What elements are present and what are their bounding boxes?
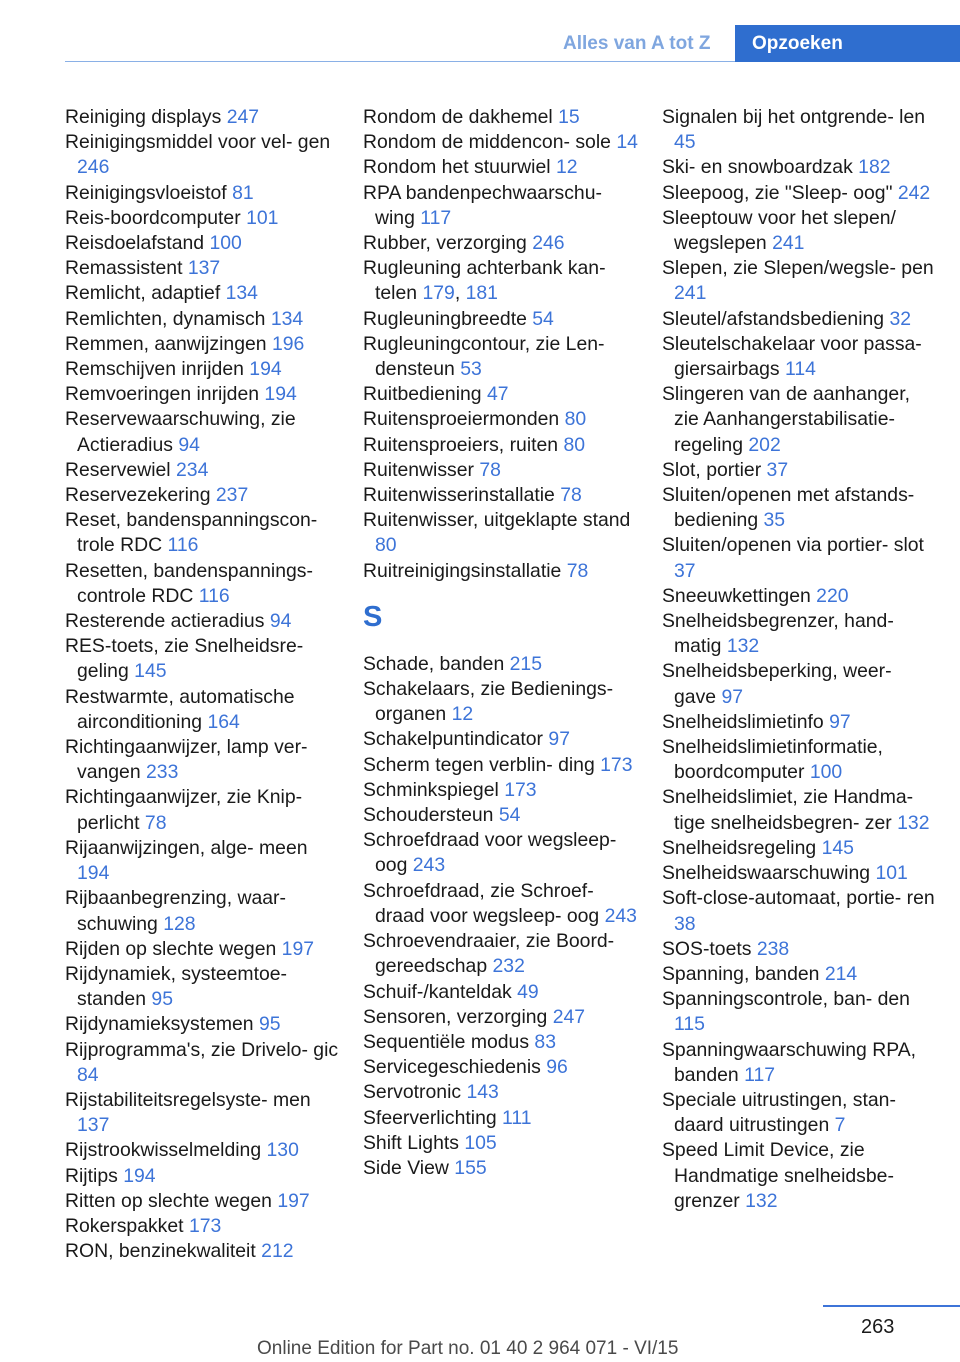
index-entry: [662, 1038, 937, 1088]
entry-term: Ruitreinigingsinstallatie: [363, 559, 562, 582]
page-reference-link[interactable]: 194: [123, 1164, 156, 1187]
entry-term: Reset, bandenspanningscon‐ trole RDC: [65, 509, 318, 557]
page-reference-link[interactable]: 101: [875, 862, 908, 885]
entry-term: Spanningwaarschuwing RPA, banden: [662, 1038, 917, 1086]
entry-term: Sfeerverlichting: [363, 1106, 497, 1129]
entry-term: Schroefdraad, zie Schroef‐ draad voor wegsleep‐ oog: [363, 879, 600, 927]
entry-term: RON, benzinekwaliteit: [65, 1240, 256, 1263]
entry-term: Reservewiel: [65, 458, 171, 481]
page-reference-link[interactable]: 246: [532, 232, 565, 255]
index-entry: [662, 584, 937, 609]
entry-term: Reisdoelafstand: [65, 232, 205, 255]
entry-term: Ritten op slechte wegen: [65, 1189, 272, 1212]
index-entry: [363, 433, 638, 458]
index-column-2: [363, 105, 638, 1181]
index-entry: [662, 155, 937, 180]
tab-opzoeken[interactable]: Opzoeken: [735, 25, 960, 62]
page-number: 263: [861, 1316, 895, 1338]
entry-term: Rondom de middencon‐ sole: [363, 131, 611, 154]
entry-term: Ski- en snowboardzak: [662, 156, 853, 179]
entry-term: Schoudersteun: [363, 804, 494, 827]
index-entry: [662, 483, 937, 533]
entry-term: Schminkspiegel: [363, 778, 499, 801]
footer-divider: [823, 1305, 960, 1307]
index-entry: [65, 307, 340, 332]
index-entry: [363, 332, 638, 382]
entry-term: Schuif-/kanteldak: [363, 980, 512, 1003]
entry-term: Resetten, bandenspannings‐ controle RDC: [65, 559, 313, 607]
page-reference-link[interactable]: 137: [77, 1114, 110, 1137]
entry-term: Ruitensproeiers, ruiten: [363, 433, 559, 456]
entry-term: Slot, portier: [662, 458, 762, 481]
page-reference-link[interactable]: 214: [824, 962, 858, 985]
entry-term: Signalen bij het ontgrende‐ len: [662, 106, 926, 128]
entry-term: Rijdynamiek, systeemtoe‐ standen: [65, 962, 287, 1011]
page-reference-link[interactable]: 53: [460, 358, 482, 381]
page-reference-link[interactable]: 7: [834, 1114, 846, 1137]
entry-term: RPA bandenpechwaarschu‐ wing: [363, 181, 602, 229]
page-reference-link[interactable]: 115: [674, 1013, 705, 1036]
index-entry: [65, 256, 340, 281]
index-entry: [65, 634, 340, 684]
page-reference-link[interactable]: 35: [763, 509, 786, 532]
index-entry: [363, 1080, 638, 1105]
page-reference-link[interactable]: 145: [821, 836, 854, 859]
page-reference-link[interactable]: 173: [600, 753, 633, 776]
entry-term: Snelheidslimietinformatie, boordcomputer: [662, 736, 883, 784]
page-reference-link[interactable]: 100: [209, 232, 242, 255]
entry-term: Sensoren, verzorging: [363, 1005, 548, 1028]
index-entry: [662, 987, 937, 1037]
index-entry: [65, 357, 340, 382]
entry-term: Sneeuwkettingen: [662, 584, 811, 607]
index-entry: [363, 130, 638, 155]
entry-term: Reis-boordcomputer: [65, 206, 241, 229]
index-entry: [363, 879, 638, 929]
page-reference-link[interactable]: 78: [479, 458, 501, 481]
entry-term: Spanningscontrole, ban‐ den: [662, 988, 910, 1011]
page-reference-link[interactable]: 95: [151, 988, 173, 1011]
page-reference-link[interactable]: 32: [889, 307, 912, 330]
index-entry: [363, 458, 638, 483]
page-reference-link[interactable]: 233: [146, 761, 179, 784]
entry-term: Rugleuningbreedte: [363, 307, 527, 330]
entry-term: RES-toets, zie Snelheidsre‐ geling: [65, 635, 304, 683]
index-entry: [662, 886, 937, 936]
entry-term: Speed Limit Device, zie Handmatige snelheidsbe‐ grenzer: [662, 1139, 894, 1212]
page-reference-link[interactable]: 155: [454, 1156, 487, 1179]
index-entry: [65, 458, 340, 483]
index-entry: [65, 1012, 340, 1037]
entry-term: Sleutelschakelaar voor passa‐ giersairbags: [662, 332, 922, 381]
entry-term: Scherm tegen verblin‐ ding: [363, 753, 595, 776]
entry-term: Speciale uitrustingen, stan‐ daard uitrustingen: [662, 1088, 896, 1137]
entry-term: Remmen, aanwijzingen: [65, 332, 267, 355]
page-reference-link[interactable]: 197: [277, 1189, 310, 1212]
index-entry: [363, 1156, 638, 1181]
page-reference-link[interactable]: 80: [564, 408, 587, 431]
entry-term: Sleutel/afstandsbediening: [662, 307, 885, 330]
page-reference-link[interactable]: 246: [77, 156, 110, 179]
index-entry: [363, 382, 638, 407]
entry-term: Reservewaarschuwing, zie Actieradius: [65, 408, 296, 456]
entry-term: Remvoeringen inrijden: [65, 383, 260, 406]
index-entry: [662, 533, 937, 583]
index-entry: [363, 407, 638, 432]
index-entry: [65, 735, 340, 785]
index-entry: [65, 508, 340, 558]
page-reference-link[interactable]: 94: [269, 610, 292, 633]
entry-term: Servicegeschiedenis: [363, 1056, 541, 1079]
index-entry: [363, 828, 638, 878]
index-entry: [363, 652, 638, 677]
index-entry: [65, 105, 340, 130]
entry-term: Rijprogramma's, zie Drivelo‐ gic: [65, 1038, 339, 1061]
entry-term: Reiniging displays: [65, 106, 222, 128]
index-entry: [65, 231, 340, 256]
index-entry: [662, 382, 937, 458]
index-entry: [65, 130, 340, 180]
index-entry: [363, 929, 638, 979]
index-entry: [65, 332, 340, 357]
index-entry: [65, 1239, 340, 1264]
page-reference-link[interactable]: 179: [422, 282, 455, 305]
index-entry: [662, 181, 937, 206]
entry-term: Snelheidsbeperking, weer‐ gave: [662, 660, 892, 708]
index-entry: [65, 281, 340, 306]
page-header: [0, 25, 960, 62]
entry-term: Rugleuning achterbank kan‐ telen: [363, 257, 606, 305]
entry-term: Snelheidsregeling: [662, 836, 817, 859]
index-entry: [65, 1038, 340, 1088]
page-reference-link[interactable]: 173: [504, 778, 537, 801]
page-reference-link[interactable]: 96: [546, 1056, 568, 1079]
index-entry: [363, 181, 638, 231]
page-reference-link[interactable]: 15: [558, 106, 580, 128]
page-reference-link[interactable]: 105: [464, 1131, 497, 1154]
page-reference-link[interactable]: 12: [555, 156, 578, 179]
page-reference-link[interactable]: 243: [604, 904, 637, 927]
entry-term: Sleeptouw voor het slepen/ wegslepen: [662, 206, 896, 255]
entry-term: Remassistent: [65, 257, 183, 280]
index-entry: [65, 937, 340, 962]
page-reference-link[interactable]: 197: [281, 937, 315, 960]
entry-term: Rubber, verzorging: [363, 232, 527, 255]
index-entry: [363, 155, 638, 180]
index-entry: [662, 937, 937, 962]
index-entry: [363, 105, 638, 130]
index-entry: [363, 231, 638, 256]
page-reference-link[interactable]: 54: [498, 804, 521, 827]
entry-term: Resterende actieradius: [65, 610, 265, 633]
entry-term: Ruitensproeiermonden: [363, 408, 560, 431]
entry-term: Snelheidslimiet, zie Handma‐ tige snelheidsbegren‐ zer: [662, 786, 914, 834]
entry-term: Schroefdraad voor wegsleep‐ oog: [363, 829, 617, 877]
page-reference-link[interactable]: 173: [188, 1214, 222, 1237]
index-entry: [363, 1005, 638, 1030]
page-reference-link[interactable]: 45: [674, 131, 696, 154]
page-reference-link[interactable]: 182: [858, 156, 891, 179]
section-title[interactable]: Alles van A tot Z: [563, 33, 711, 54]
entry-term: Shift Lights: [363, 1131, 459, 1154]
entry-term: Rijstabiliteitsregelsyste‐ men: [65, 1088, 311, 1111]
entry-term: Sluiten/openen via portier‐ slot: [662, 534, 924, 557]
entry-term: Rondom de dakhemel: [363, 106, 553, 128]
index-entry: [662, 861, 937, 886]
page-reference-link[interactable]: 134: [225, 282, 258, 305]
entry-term: Ruitenwisser, uitgeklapte stand: [363, 509, 631, 532]
index-entry: [65, 1214, 340, 1239]
page-reference-link[interactable]: 238: [756, 937, 790, 960]
page-reference-link[interactable]: 117: [420, 206, 452, 229]
index-entry: [363, 677, 638, 727]
index-entry: [363, 559, 638, 584]
entry-term: Rokerspakket: [65, 1214, 184, 1237]
entry-term: Ruitenwisser: [363, 458, 474, 481]
index-entry: [65, 886, 340, 936]
entry-term: Remlicht, adaptief: [65, 282, 221, 305]
page-reference-link[interactable]: 95: [258, 1013, 281, 1036]
entry-term: Sleepoog, zie "Sleep‐ oog": [662, 181, 893, 204]
index-entry: [363, 508, 638, 558]
index-entry: [662, 710, 937, 735]
entry-term: Snelheidsbegrenzer, hand‐ matig: [662, 610, 894, 658]
entry-term: Remschijven inrijden: [65, 358, 244, 381]
index-entry: [65, 1138, 340, 1163]
index-entry: [363, 803, 638, 828]
page-reference-link[interactable]: 111: [502, 1106, 532, 1129]
page-reference-link[interactable]: 37: [674, 559, 696, 582]
header-divider: [65, 61, 735, 62]
index-entry: [662, 785, 937, 835]
index-entry: [662, 206, 937, 256]
page-reference-link[interactable]: 12: [451, 703, 474, 726]
page-reference-link[interactable]: 247: [552, 1005, 586, 1028]
page-reference-link[interactable]: 49: [517, 980, 539, 1003]
index-entry: [363, 753, 638, 778]
page-reference-link[interactable]: 196: [271, 332, 305, 355]
page-reference-link[interactable]: 232: [492, 955, 525, 978]
index-entry: [363, 1055, 638, 1080]
index-entry: [65, 685, 340, 735]
page-reference-link[interactable]: 247: [226, 106, 260, 128]
entry-term: Rijstrookwisselmelding: [65, 1139, 262, 1162]
index-entry: [662, 458, 937, 483]
entry-term: Ruitbediening: [363, 383, 482, 406]
page-reference-link[interactable]: 83: [534, 1030, 556, 1053]
index-entry: [363, 307, 638, 332]
page-reference-link[interactable]: 237: [215, 484, 249, 507]
page-reference-link[interactable]: 164: [207, 710, 240, 733]
entry-term: Slingeren van de aanhanger, zie Aanhangerstabilisatie‐ regeling: [662, 383, 910, 456]
page-reference-link[interactable]: 78: [144, 811, 167, 834]
index-entry: [363, 1106, 638, 1131]
index-entry: [65, 483, 340, 508]
entry-term: SOS-toets: [662, 937, 752, 960]
page-reference-link[interactable]: 38: [674, 912, 696, 935]
entry-term: Sluiten/openen met afstands‐ bediening: [662, 484, 915, 532]
index-entry: [662, 1138, 937, 1214]
page-reference-link[interactable]: 143: [466, 1081, 499, 1104]
page-reference-link[interactable]: 241: [772, 232, 805, 255]
index-entry: [662, 1088, 937, 1138]
index-entry: [65, 785, 340, 835]
page-reference-link[interactable]: 47: [486, 383, 509, 406]
page-reference-link[interactable]: 241: [674, 282, 707, 305]
page-reference-link[interactable]: 37: [766, 458, 789, 481]
entry-term: Ruitenwisserinstallatie: [363, 484, 555, 507]
index-entry: [662, 962, 937, 987]
index-entry: [662, 609, 937, 659]
index-entry: [662, 836, 937, 861]
page-reference-link[interactable]: 128: [163, 912, 196, 935]
page-reference-link[interactable]: 80: [375, 534, 397, 557]
page-reference-link[interactable]: 100: [809, 761, 843, 784]
page-reference-link[interactable]: 220: [816, 584, 849, 607]
page-reference-link[interactable]: 202: [748, 433, 781, 456]
index-entry: [65, 206, 340, 231]
index-entry: [65, 382, 340, 407]
page-reference-link[interactable]: 81: [232, 181, 254, 204]
page-reference-link[interactable]: 78: [560, 484, 582, 507]
entry-term: Rugleuningcontour, zie Len‐ densteun: [363, 332, 605, 381]
entry-term: Rijdynamieksystemen: [65, 1013, 254, 1036]
page-reference-link[interactable]: 97: [829, 710, 851, 733]
index-entry: [363, 483, 638, 508]
index-entry: [662, 735, 937, 785]
page-reference-link[interactable]: 116: [198, 584, 230, 607]
index-entry: Rugleuning achterbank kan‐ telen 179, 181: [363, 257, 606, 305]
page-reference-link[interactable]: 243: [412, 854, 446, 877]
index-entry: [363, 1131, 638, 1156]
entry-term: Schade, banden: [363, 652, 505, 675]
index-entry: [65, 962, 340, 1012]
entry-term: Rijbaanbegrenzing, waar‐ schuwing: [65, 887, 286, 935]
page-reference-link[interactable]: 94: [178, 433, 200, 456]
page-reference-link[interactable]: 132: [897, 811, 930, 834]
entry-term: Snelheidslimietinfo: [662, 710, 824, 733]
index-entry: [65, 559, 340, 609]
index-entry: [662, 105, 937, 155]
entry-term: Reinigingsmiddel voor vel‐ gen: [65, 131, 331, 154]
page-reference-link[interactable]: 97: [721, 685, 744, 708]
entry-term: Schakelpuntindicator: [363, 728, 544, 751]
page-reference-link[interactable]: 194: [264, 383, 297, 406]
page-reference-link[interactable]: 145: [134, 660, 167, 683]
page-reference-link[interactable]: 117: [744, 1063, 776, 1086]
entry-term: Richtingaanwijzer, lamp ver‐ vangen: [65, 736, 308, 784]
index-entry: [65, 407, 340, 457]
index-letter-heading: S: [363, 600, 383, 633]
index-entry: [363, 778, 638, 803]
index-entry: [662, 256, 937, 306]
page-reference-link[interactable]: 137: [187, 257, 221, 280]
page-reference-link[interactable]: 54: [532, 307, 554, 330]
entry-term: Soft-close-automaat, portie‐ ren: [662, 887, 935, 910]
page-reference-link[interactable]: 242: [897, 181, 931, 204]
index-entry: [363, 727, 638, 752]
entry-term: Spanning, banden: [662, 962, 820, 985]
page-reference-link[interactable]: 101: [246, 206, 279, 229]
page-reference-link[interactable]: 78: [566, 559, 589, 582]
entry-term: Snelheidswaarschuwing: [662, 862, 871, 885]
page-reference-link[interactable]: 215: [509, 652, 542, 675]
index-column-1: [65, 105, 340, 1264]
index-entry: [65, 609, 340, 634]
index-entry: [65, 1189, 340, 1214]
index-entry: [662, 307, 937, 332]
entry-term: Rijtips: [65, 1164, 118, 1187]
page-reference-link[interactable]: 116: [167, 534, 199, 557]
page-reference-link[interactable]: 234: [176, 458, 209, 481]
index-entry: [65, 836, 340, 886]
entry-term: Rondom het stuurwiel: [363, 156, 551, 179]
page-reference-link[interactable]: 132: [726, 635, 760, 658]
entry-term: Restwarmte, automatische airconditioning: [65, 685, 295, 733]
index-column-3: [662, 105, 937, 1214]
page-reference-link[interactable]: 80: [563, 433, 586, 456]
footer-edition: Online Edition for Part no. 01 40 2 964 071 - VI/15: [257, 1338, 679, 1359]
page-reference-link[interactable]: 194: [77, 862, 110, 885]
entry-term: Schakelaars, zie Bedienings‐ organen: [363, 678, 614, 726]
entry-term: Side View: [363, 1156, 449, 1179]
entry-term: Servotronic: [363, 1081, 462, 1104]
entry-term: Remlichten, dynamisch: [65, 307, 266, 330]
page-reference-link[interactable]: 130: [266, 1139, 299, 1162]
page-reference-link[interactable]: 134: [270, 307, 304, 330]
index-entry: [65, 1088, 340, 1138]
index-entry: [662, 332, 937, 382]
index-entry: [363, 980, 638, 1005]
index-entry: [65, 181, 340, 206]
index-entry: [662, 659, 937, 709]
entry-term: Slepen, zie Slepen/wegsle‐ pen: [662, 257, 934, 280]
entry-term: Rijaanwijzingen, alge‐ meen: [65, 836, 308, 859]
index-entry: [65, 1164, 340, 1189]
page-reference-link[interactable]: 181: [465, 282, 498, 305]
entry-term: Reinigingsvloeistof: [65, 181, 227, 204]
page-reference-link[interactable]: 14: [616, 131, 638, 154]
page-reference-link[interactable]: 212: [261, 1240, 294, 1263]
page-reference-link[interactable]: 114: [785, 358, 816, 381]
page-reference-link[interactable]: 97: [548, 728, 570, 751]
page-reference-link[interactable]: 132: [745, 1189, 778, 1212]
entry-term: Schroevendraaier, zie Boord‐ gereedschap: [363, 930, 615, 978]
entry-term: Rijden op slechte wegen: [65, 937, 277, 960]
page-reference-link[interactable]: 84: [77, 1063, 99, 1086]
page-reference-link[interactable]: 194: [249, 358, 282, 381]
index-entry: [363, 1030, 638, 1055]
entry-term: Reservezekering: [65, 484, 211, 507]
entry-term: Sequentiële modus: [363, 1030, 530, 1053]
entry-term: Richtingaanwijzer, zie Knip‐ perlicht: [65, 786, 303, 834]
